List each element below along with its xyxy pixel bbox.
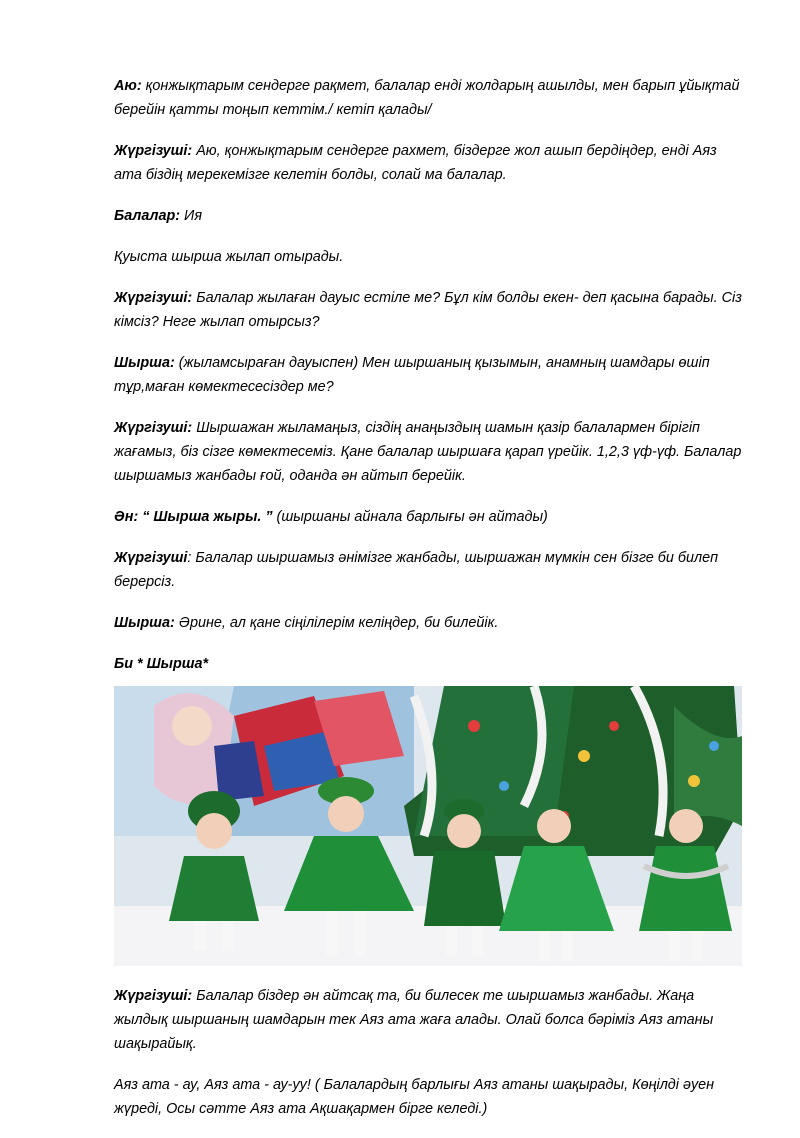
paragraph-text: Балалар жылаған дауыс естіле ме? Бұл кім болды екен- деп қасына барады. Сіз кімсіз? Неге жылап отырсыз? bbox=[114, 290, 742, 330]
speaker-label: Балалар: bbox=[114, 208, 181, 224]
paragraph-text: қонжықтарым сендерге рақмет, балалар енді жолдарың ашылды, мен барып ұйықтай берейін қатты тоңып кеттім./ кетіп қалады/ bbox=[114, 78, 740, 118]
speaker-label: Ән: “ Шырша жыры. ” bbox=[114, 509, 273, 525]
paragraph-dance-heading bbox=[114, 652, 748, 676]
paragraph-text: Аяз ата - ау, Аяз ата - ау-уу! ( Балалардың барлығы Аяз атаны шақырады, Көңілді әуен жүреді, Осы сәтте Аяз ата Ақшақармен бірге келеді.) bbox=[114, 1077, 715, 1117]
paragraph-text: Ия bbox=[180, 208, 203, 224]
speaker-label: Жүргізуші: bbox=[114, 143, 193, 159]
speaker-label: Шырша: bbox=[114, 355, 175, 371]
paragraph-shyrsha-2 bbox=[114, 611, 748, 635]
paragraph-text: Аю, қонжықтарым сендерге рахмет, біздерге жол ашып бердіңдер, енді Аяз ата біздің мерекемізге келетін болды, солай ма балалар. bbox=[114, 143, 717, 183]
dance-photo-illustration bbox=[114, 686, 742, 966]
paragraph-text: Қуыста шырша жылап отырады. bbox=[114, 249, 344, 265]
paragraph-host-4 bbox=[114, 546, 748, 594]
paragraph-text: : Балалар шыршамыз әнімізге жанбады, шыршажан мүмкін сен бізге би билеп берерсіз. bbox=[114, 550, 719, 590]
paragraph-text: Балалар біздер ән айтсақ та, би билесек те шыршамыз жанбады. Жаңа жылдық шыршаның шамдарын тек Аяз ата жаға алады. Олай болса бәріміз Аяз атаны шақырайық. bbox=[114, 988, 714, 1052]
paragraph-text: (шыршаны айнала барлығы ән айтады) bbox=[272, 509, 548, 525]
paragraph-text: Әрине, ал қане сіңілілерім келіңдер, би билейік. bbox=[174, 615, 499, 631]
dance-photo bbox=[114, 686, 742, 966]
paragraph-children bbox=[114, 204, 748, 228]
paragraph-text: (жыламсыраған дауыспен) Мен шыршаның қызымын, анамның шамдары өшіп тұр,маған көмектесесіздер ме? bbox=[114, 355, 710, 395]
paragraph-shyrsha-1 bbox=[114, 351, 748, 399]
paragraph-host-5 bbox=[114, 984, 748, 1056]
speaker-label: Жүргізуші bbox=[114, 550, 188, 566]
paragraph-ayu bbox=[114, 74, 748, 122]
paragraph-host-2 bbox=[114, 286, 748, 334]
speaker-label: Шырша: bbox=[114, 615, 175, 631]
dance-title: Би * Шырша* bbox=[114, 656, 209, 672]
paragraph-host-3 bbox=[114, 416, 748, 488]
paragraph-host-1 bbox=[114, 139, 748, 187]
speaker-label: Аю: bbox=[114, 78, 142, 94]
speaker-label: Жүргізуші: bbox=[114, 988, 193, 1004]
document-body bbox=[114, 74, 748, 1138]
paragraph-calling-ayaz-ata bbox=[114, 1073, 748, 1121]
speaker-label: Жүргізуші: bbox=[114, 420, 193, 436]
paragraph-text: Шыршажан жыламаңыз, сіздің анаңыздың шамын қазір балалармен бірігіп жағамыз, біз сізге көмектесеміз. Қане балалар шыршаға қарап үрейік. 1,2,3 үф-үф. Балалар шыршамыз жанбады ғой, оданда ән айтып берейік. bbox=[114, 420, 742, 484]
speaker-label: Жүргізуші: bbox=[114, 290, 193, 306]
paragraph-song bbox=[114, 505, 748, 529]
paragraph-stage-direction bbox=[114, 245, 748, 269]
